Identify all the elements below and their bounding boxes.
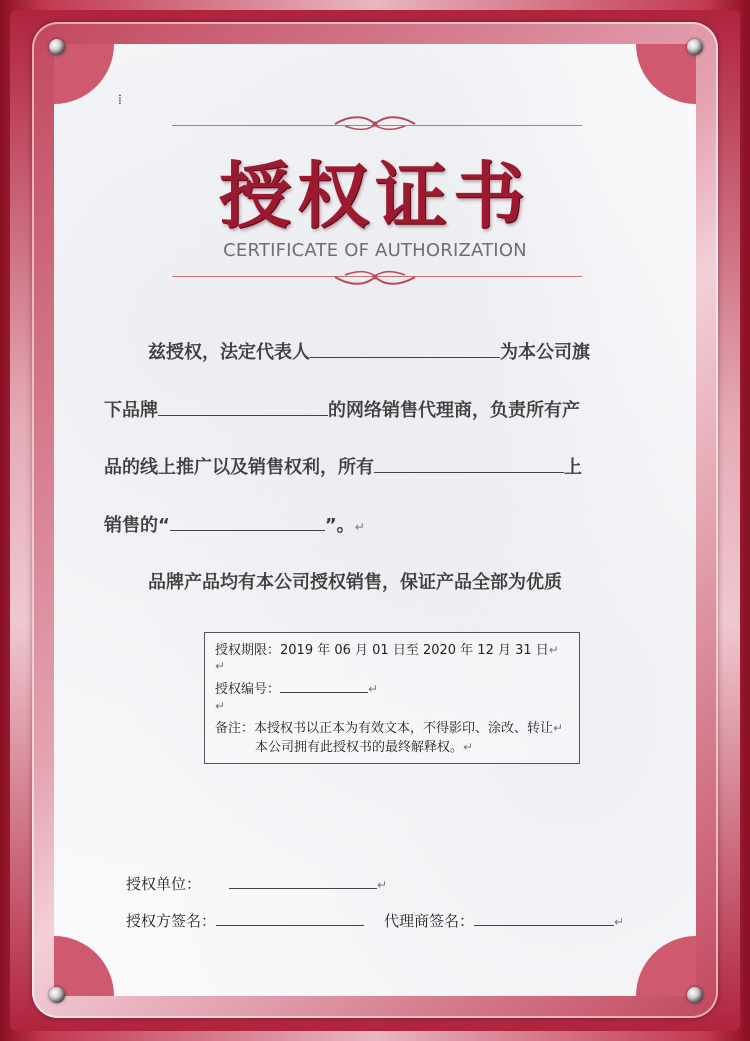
top-ornament-icon (330, 115, 420, 133)
screw-icon (687, 987, 703, 1003)
legal-representative-blank[interactable] (310, 356, 500, 358)
agent-signature-label: 代理商签名： (384, 912, 475, 930)
paragraph-mark: ↵ (354, 520, 365, 534)
line4-text-b: ”。 (324, 515, 355, 536)
line3-text-b: 上 (564, 457, 582, 478)
brand-blank[interactable] (158, 414, 328, 416)
authorizing-unit-row: 授权单位： ↵ (126, 875, 388, 893)
line4-text-a: 销售的“ (104, 515, 170, 536)
line2-text-b: 的网络销售代理商，负责所有产 (328, 400, 580, 421)
certificate-title: 授权证书 (218, 153, 531, 238)
authorizing-unit-blank[interactable] (229, 887, 377, 889)
authorizing-unit-label: 授权单位： (126, 875, 202, 893)
certificate-subtitle: CERTIFICATE OF AUTHORIZATION (223, 240, 527, 261)
paragraph-line-3 (104, 453, 652, 479)
line2-text-a: 下品牌 (104, 400, 158, 421)
signature-row: 授权方签名： 代理商签名： ↵ (126, 912, 625, 930)
grantor-signature-blank[interactable] (216, 924, 364, 926)
grantor-signature-label: 授权方签名： (126, 912, 217, 930)
authorization-number-blank[interactable] (280, 691, 368, 693)
product-blank[interactable] (170, 529, 325, 531)
empty-line: ↵ (215, 699, 226, 713)
line3-text-a: 品的线上推广以及销售权利，所有 (104, 457, 374, 478)
text-cursor: ⁞ (118, 92, 122, 108)
paragraph-2: 品牌产品均有本公司授权销售，保证产品全部为优质 (148, 572, 562, 593)
note-line-1: 备注：本授权书以正本为有效文本，不得影印、涂改、转让↵ (215, 721, 564, 736)
platform-blank[interactable] (374, 471, 564, 473)
bottom-ornament-icon (330, 268, 420, 286)
paragraph-line-1 (148, 338, 696, 364)
paragraph-line-2 (104, 396, 652, 422)
empty-line: ↵ (215, 659, 226, 673)
authorization-number: 授权编号： ↵ (215, 682, 379, 697)
line1-text-b: 为本公司旗 (500, 342, 590, 363)
screw-icon (49, 39, 65, 55)
agent-signature-blank[interactable] (474, 924, 614, 926)
line1-text-a: 兹授权，法定代表人 (148, 342, 310, 363)
note-line-2: 本公司拥有此授权书的最终解释权。↵ (255, 740, 474, 755)
authorization-info-box (204, 632, 580, 764)
screw-icon (687, 39, 703, 55)
paragraph-line-4 (104, 511, 652, 537)
screw-icon (49, 987, 65, 1003)
authorization-period: 授权期限：2019 年 06 月 01 日至 2020 年 12 月 31 日↵ (215, 643, 559, 658)
